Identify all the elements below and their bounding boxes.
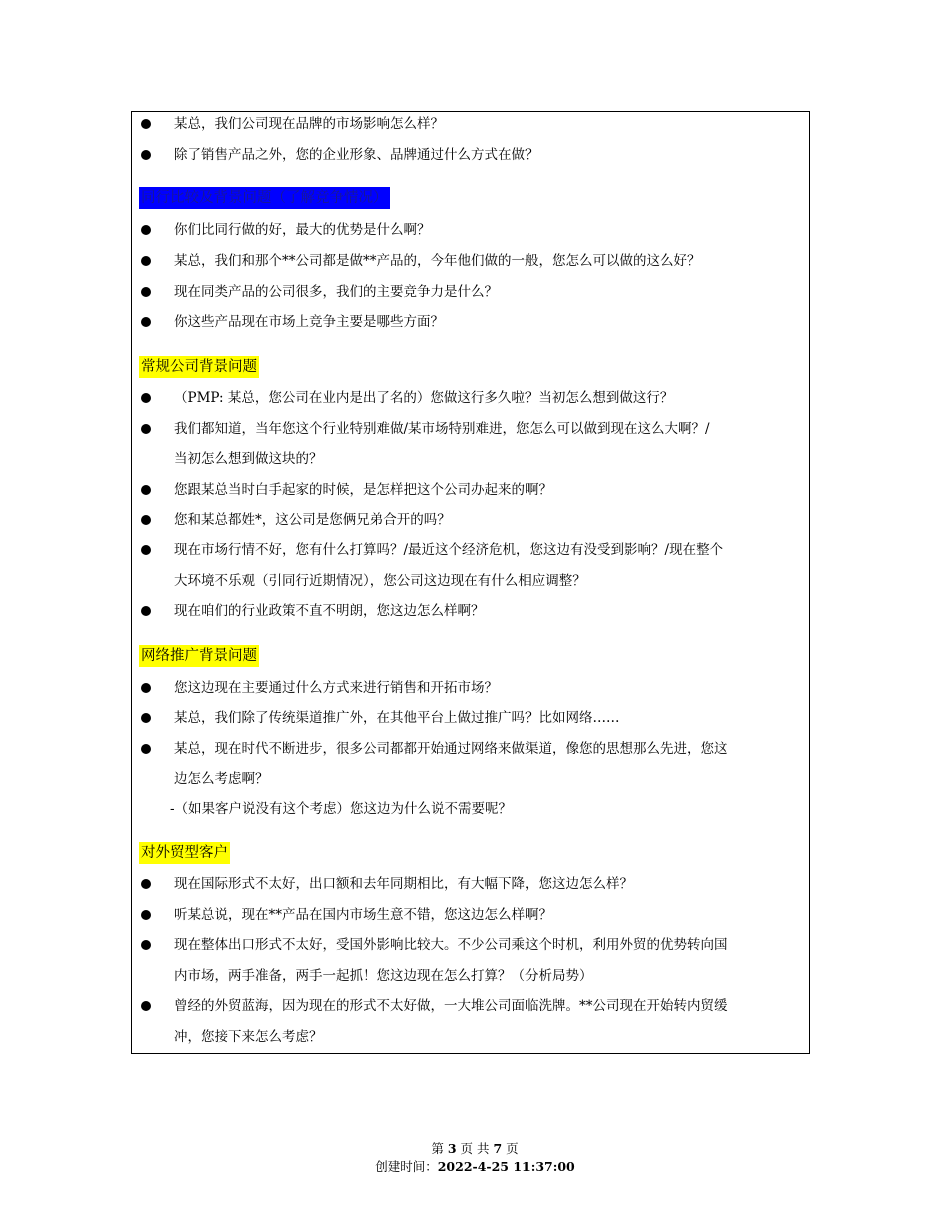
bullet-icon	[141, 545, 151, 555]
bullet-icon	[141, 287, 151, 297]
page-number: 第 3 页 共 7 页	[431, 1141, 519, 1156]
bullet-icon	[141, 515, 151, 525]
note-text: -（如果客户说没有这个考虑）您这边为什么说不需要呢？	[170, 801, 513, 817]
bullet-icon	[141, 424, 151, 434]
bullet-icon	[141, 879, 151, 889]
bullet-icon	[141, 225, 151, 235]
bullet-icon	[141, 119, 151, 129]
section-heading-online: 网络推广背景问题	[139, 645, 259, 667]
bullet-icon	[141, 1001, 151, 1011]
bullet-icon	[141, 150, 151, 160]
bullet-icon	[141, 485, 151, 495]
section-heading-competition: 同行比较及背景问题（了解竞争情况）	[139, 187, 390, 209]
bullet-icon	[141, 683, 151, 693]
created-time: 创建时间：2022-4-25 11:37:00	[375, 1159, 575, 1174]
bullet-icon	[141, 910, 151, 920]
bullet-icon	[141, 256, 151, 266]
bullet-icon	[141, 940, 151, 950]
section-heading-company: 常规公司背景问题	[139, 356, 259, 378]
bullet-icon	[141, 744, 151, 754]
bullet-icon	[141, 606, 151, 616]
bullet-icon	[141, 317, 151, 327]
section-heading-trade: 对外贸型客户	[139, 842, 230, 864]
document-frame: 某总，我们公司现在品牌的市场影响怎么样？ 除了销售产品之外，您的企业形象、品牌通过什么方式在做？ 同行比较及背景问题（了解竞争情况） 你们比同行做的好，最大的优势是什么啊？ 某总，我们和那个**公司都是做**产品的，今年他们做的一般，您怎么可以做的这么好？ 现在同类产品的公司很多，我们的主要竞争力是什么？ 你这些产品现在市场上竞争主要是哪些方面？ 常规公司背景问题 （PMP: 某总，您公司在业内是出了名的）您做这行多久啦？当初怎么想到做这行？ 我们都知道，当年您这个行业特别难做/某市场特别难进，您怎么可以做到现在这么大啊？/ 当初怎么想到做这块的？ 您跟某总当时白手起家的时候，是怎样把这个公司办起来的啊？ 您和某总都姓*，这公司是您俩兄弟合开的吗？ 现在市场行情不好，您有什么打算吗？/最近这个经济危机，您这边有没受到影响？/现在整个 大环境不乐观（引同行近期情况），您公司这边现在有什么相应调整？ 现在咱们的行业政策不直不明朗，您这边怎么样啊？ 网络推广背景问题 您这边现在主要通过什么方式来进行销售和开拓市场？ 某总，我们除了传统渠道推广外，在其他平台上做过推广吗？比如网络…… 某总，现在时代不断进步，很多公司都都开始通过网络来做渠道，像您的思想那么先进，您这 边怎么考虑啊？ -（如果客户说没有这个考虑）您这边为什么说不需要呢？ 对外贸型客户 现在国际形式不太好，出口额和去年同期相比，有大幅下降，您这边怎么样？ 听某总说，现在**产品在国内市场生意不错，您这边怎么样啊？ 现在整体出口形式不太好，受国外影响比较大。不少公司乘这个时机，利用外贸的优势转向国 内市场，两手准备，两手一起抓！您这边现在怎么打算？（分析局势） 曾经的外贸蓝海，因为现在的形式不太好做，一大堆公司面临洗牌。**公司现在开始转内贸缓 冲，您接下来怎么考虑？	[131, 111, 810, 1054]
bullet-icon	[141, 713, 151, 723]
bullet-icon	[141, 393, 151, 403]
